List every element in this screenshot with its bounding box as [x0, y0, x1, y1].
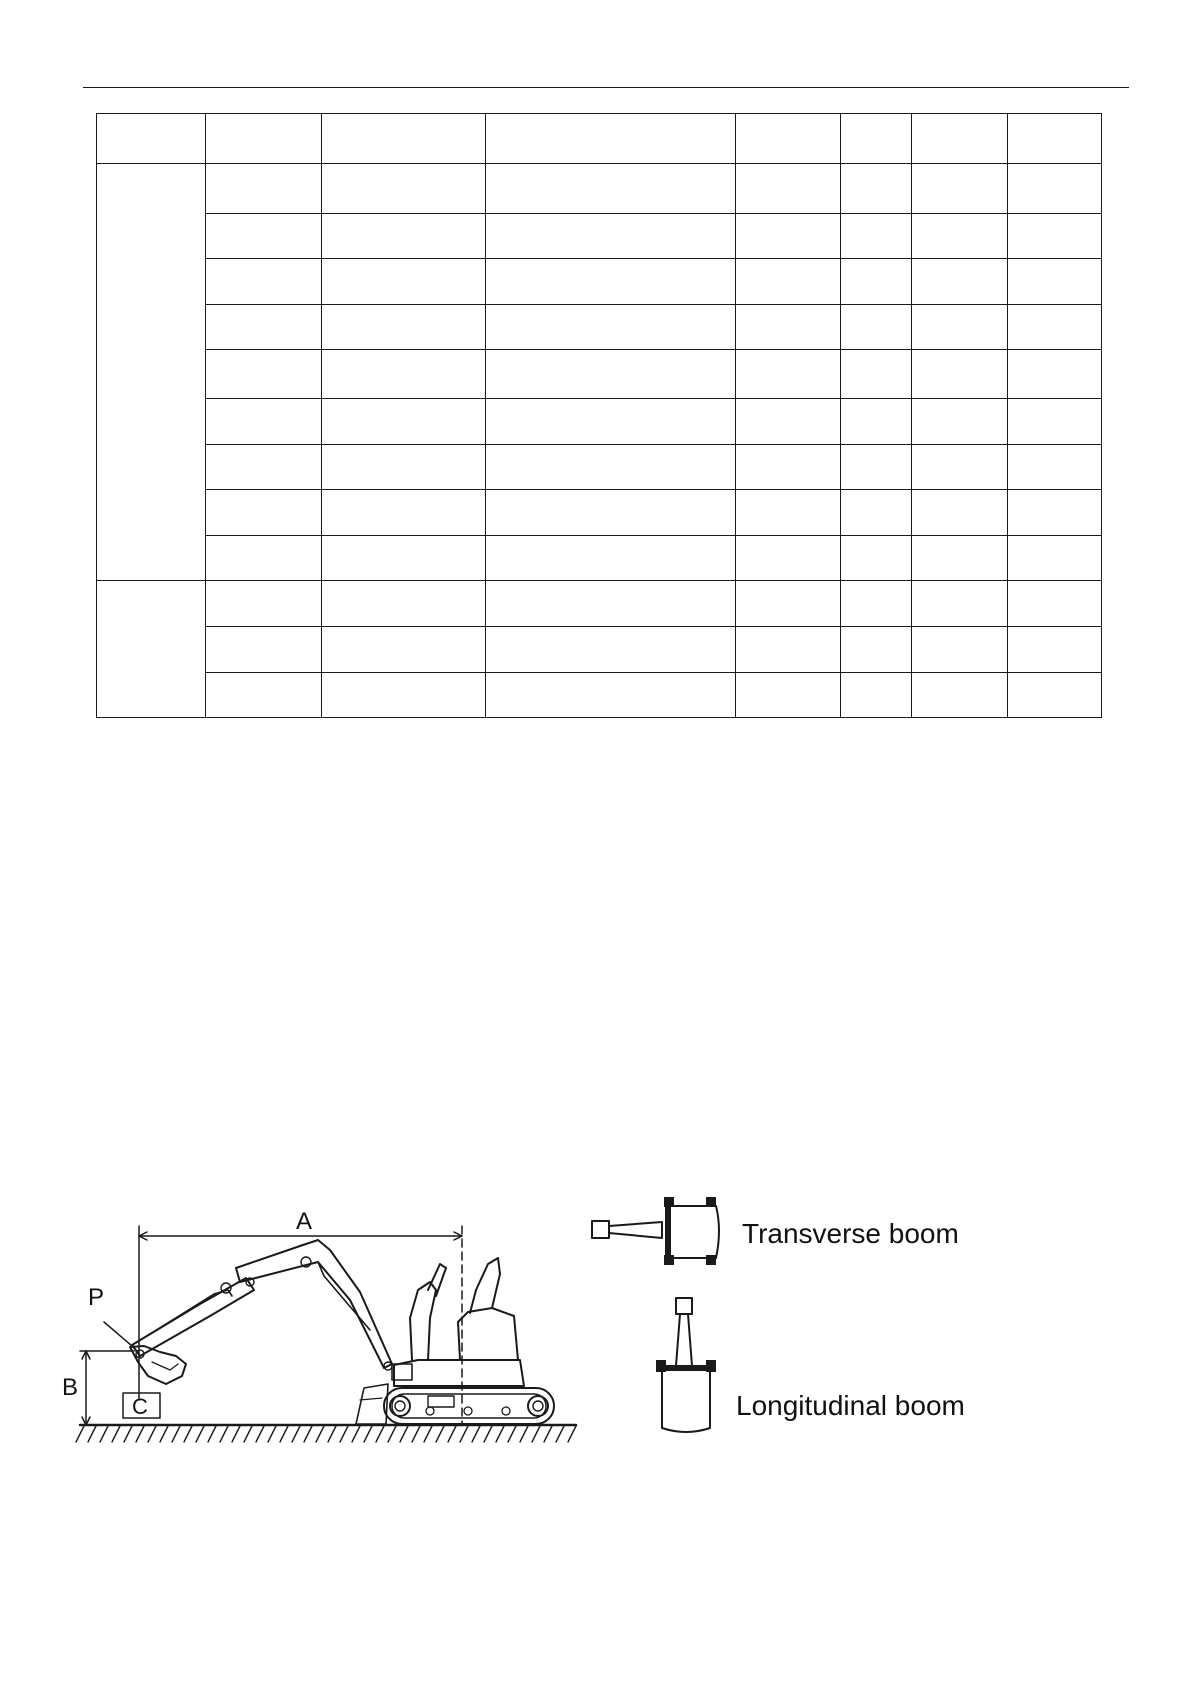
table-row: [97, 214, 1102, 259]
table-cell: [322, 536, 486, 581]
table-cell: [1008, 214, 1102, 259]
table-cell: [206, 305, 322, 350]
table-cell: [912, 490, 1008, 536]
table-row: [97, 673, 1102, 718]
table-cell: [206, 581, 322, 627]
table-row: [97, 581, 1102, 627]
group-cell: [97, 164, 206, 581]
table-cell: [841, 214, 912, 259]
table-cell: [1008, 536, 1102, 581]
table-header-cell: [322, 114, 486, 164]
table-cell: [912, 673, 1008, 718]
table-cell: [486, 581, 736, 627]
table-header-row: [97, 114, 1102, 164]
table-cell: [486, 445, 736, 490]
table-cell: [486, 536, 736, 581]
table-cell: [486, 164, 736, 214]
table-cell: [206, 399, 322, 445]
table-row: [97, 445, 1102, 490]
table-cell: [206, 350, 322, 399]
table-cell: [1008, 627, 1102, 673]
transverse-boom-icon: [585, 1190, 725, 1270]
table-cell: [1008, 399, 1102, 445]
table-cell: [912, 399, 1008, 445]
ground-line: [76, 1425, 576, 1442]
table-cell: [841, 305, 912, 350]
table-cell: [1008, 445, 1102, 490]
table-cell: [206, 259, 322, 305]
upper-structure: [392, 1258, 524, 1386]
table-cell: [736, 673, 841, 718]
table-cell: [912, 164, 1008, 214]
table-cell: [322, 164, 486, 214]
table-cell: [322, 490, 486, 536]
table-cell: [912, 350, 1008, 399]
header-rule: [83, 87, 1129, 88]
table-row: [97, 164, 1102, 214]
table-cell: [1008, 259, 1102, 305]
table-cell: [841, 399, 912, 445]
table-cell: [912, 305, 1008, 350]
table-cell: [841, 673, 912, 718]
table-cell: [736, 399, 841, 445]
table-cell: [736, 627, 841, 673]
table-row: [97, 536, 1102, 581]
track-assembly: [384, 1388, 554, 1424]
table-cell: [841, 164, 912, 214]
dimension-a-label: A: [296, 1208, 313, 1235]
group-cell: [97, 581, 206, 718]
dimension-b-label: B: [62, 1374, 79, 1401]
table-cell: [322, 350, 486, 399]
table-cell: [206, 490, 322, 536]
table-cell: [322, 214, 486, 259]
table-cell: [206, 627, 322, 673]
table-cell: [736, 214, 841, 259]
longitudinal-boom-icon: [650, 1292, 740, 1442]
table-cell: [486, 259, 736, 305]
dimension-b-line: [80, 1351, 134, 1425]
table-cell: [322, 305, 486, 350]
table-cell: [912, 445, 1008, 490]
table-cell: [322, 445, 486, 490]
table-cell: [841, 490, 912, 536]
table-cell: [841, 536, 912, 581]
table-row: [97, 350, 1102, 399]
table-row: [97, 305, 1102, 350]
table-row: [97, 490, 1102, 536]
table-cell: [322, 627, 486, 673]
dimension-a-line: [139, 1226, 462, 1425]
table-cell: [736, 490, 841, 536]
table-header-cell: [206, 114, 322, 164]
table-cell: [1008, 164, 1102, 214]
point-p-label: P: [88, 1284, 105, 1311]
table-cell: [841, 581, 912, 627]
table-cell: [912, 581, 1008, 627]
table-cell: [736, 536, 841, 581]
table-cell: [736, 305, 841, 350]
table-cell: [1008, 490, 1102, 536]
spec-table: [96, 113, 1102, 718]
table-cell: [486, 350, 736, 399]
table-cell: [486, 214, 736, 259]
table-cell: [736, 164, 841, 214]
boom-arm: [236, 1240, 392, 1370]
table-header-cell: [841, 114, 912, 164]
table-header-cell: [736, 114, 841, 164]
table-cell: [736, 350, 841, 399]
table-cell: [206, 214, 322, 259]
table-cell: [1008, 305, 1102, 350]
box-c-label: C: [132, 1394, 148, 1419]
table-cell: [1008, 350, 1102, 399]
table-header-cell: [486, 114, 736, 164]
table-cell: [206, 445, 322, 490]
table-cell: [206, 536, 322, 581]
table-cell: [486, 305, 736, 350]
table-cell: [486, 399, 736, 445]
table-cell: [841, 350, 912, 399]
table-row: [97, 627, 1102, 673]
table-cell: [736, 259, 841, 305]
table-row: [97, 259, 1102, 305]
table-cell: [912, 627, 1008, 673]
table-cell: [486, 490, 736, 536]
table-cell: [486, 673, 736, 718]
table-header-cell: [1008, 114, 1102, 164]
table-cell: [841, 627, 912, 673]
transverse-boom-label: Transverse boom: [742, 1218, 959, 1249]
table-cell: [841, 445, 912, 490]
table-cell: [322, 399, 486, 445]
table-cell: [206, 164, 322, 214]
table-cell: [912, 536, 1008, 581]
table-header-cell: [97, 114, 206, 164]
table-cell: [322, 259, 486, 305]
table-cell: [736, 445, 841, 490]
table-header-cell: [912, 114, 1008, 164]
table-cell: [486, 627, 736, 673]
table-row: [97, 399, 1102, 445]
table-cell: [912, 259, 1008, 305]
table-cell: [206, 673, 322, 718]
table-cell: [912, 214, 1008, 259]
dipper-arm: [132, 1278, 254, 1356]
longitudinal-boom-label: Longitudinal boom: [736, 1390, 965, 1421]
table-cell: [1008, 673, 1102, 718]
table-cell: [736, 581, 841, 627]
table-cell: [322, 673, 486, 718]
table-cell: [322, 581, 486, 627]
table-cell: [841, 259, 912, 305]
table-cell: [1008, 581, 1102, 627]
